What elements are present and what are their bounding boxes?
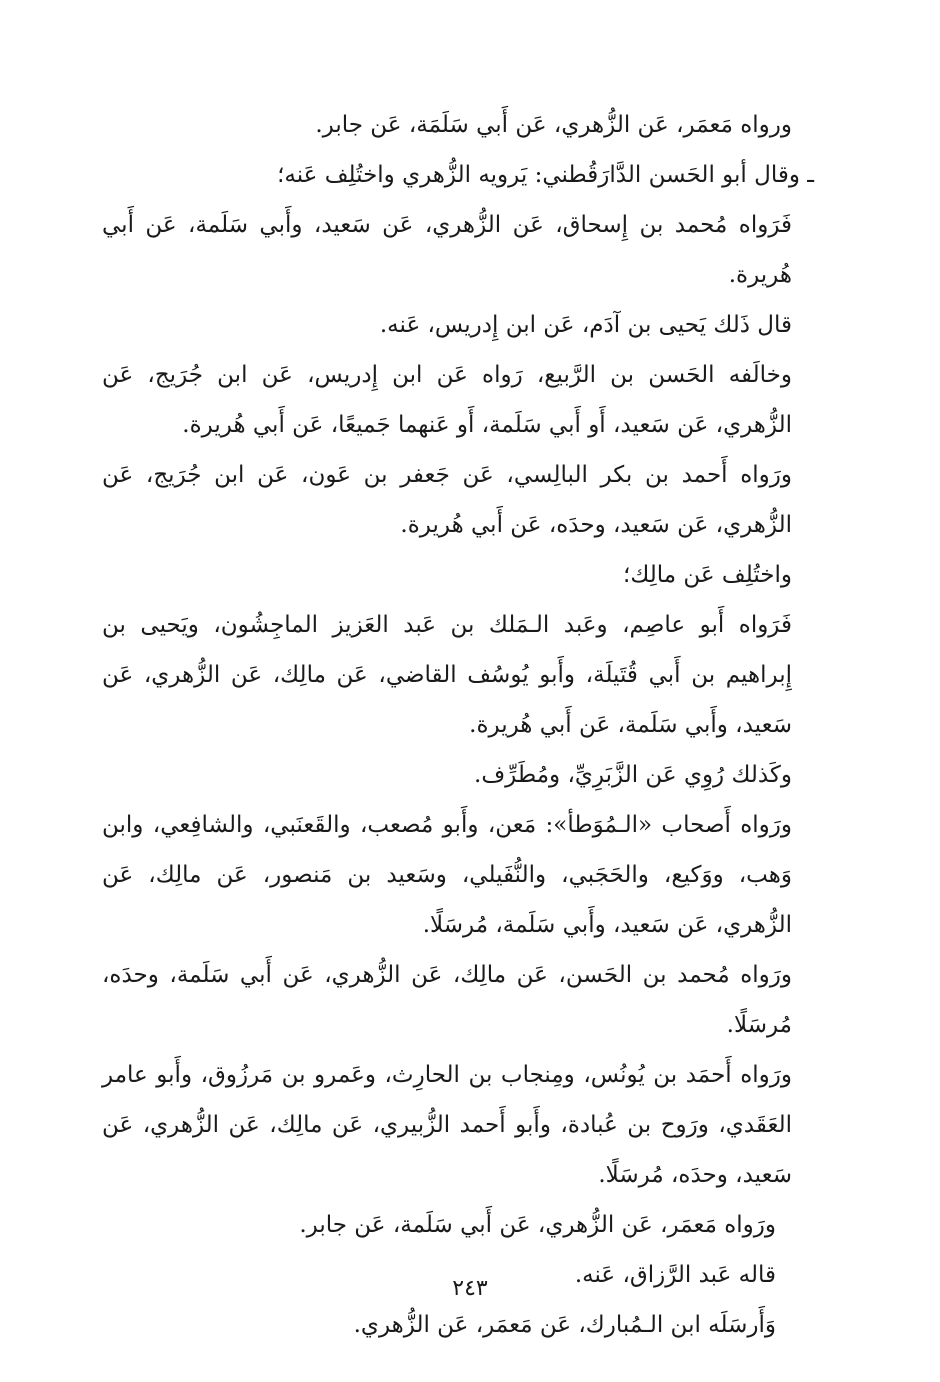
paragraph-8: فَرَواه أَبو عاصِم، وعَبد الـمَلك بن عَبد العَزيز الماجِشُون، ويَحيى بن إِبراهيم بن أَبي قُتَيلَة، وأَبو يُوسُف القاضي، عَن مالِك، عَن الزُّهري، عَن سَعيد، وأَبي سَلَمة، عَن أَبي هُريرة. xyxy=(102,612,792,738)
paragraph-15: وَأَرسَلَه ابن الـمُبارك، عَن مَعمَر، عَن الزُّهري. xyxy=(353,1312,776,1338)
page-number: ٢٤٣ xyxy=(452,1276,488,1301)
paragraph-11: ورَواه مُحمد بن الحَسن، عَن مالِك، عَن الزُّهري، عَن أَبي سَلَمة، وحدَه، مُرسَلًا. xyxy=(102,962,792,1038)
paragraph-9: وكَذلك رُوِي عَن الزَّبَرِيِّ، ومُطَرِّف. xyxy=(474,762,792,788)
paragraph-7: واختُلِف عَن مالِك؛ xyxy=(623,562,792,588)
paragraph-12: ورَواه أَحمَد بن يُونُس، ومِنجاب بن الحارِث، وعَمرو بن مَرزُوق، وأَبو عامر العَقَدي، ورَوح بن عُبادة، وأَبو أَحمد الزُّبيري، عَن مالِك، عَن الزُّهري، عَن سَعيد، وحدَه، مُرسَلًا. xyxy=(102,1062,792,1188)
paragraph-3: فَرَواه مُحمد بن إِسحاق، عَن الزُّهري، عَن سَعيد، وأَبي سَلَمة، عَن أَبي هُريرة. xyxy=(102,212,792,288)
paragraph-5: وخالَفه الحَسن بن الرَّبيع، رَواه عَن ابن إِدريس، عَن ابن جُرَيج، عَن الزُّهري، عَن سَعيد، أَو أَبي سَلَمة، أَو عَنهما جَميعًا، عَن أَبي هُريرة. xyxy=(102,362,792,438)
paragraph-13: ورَواه مَعمَر، عَن الزُّهري، عَن أَبي سَلَمة، عَن جابر. xyxy=(299,1212,776,1238)
paragraph-14: قاله عَبد الرَّزاق، عَنه. xyxy=(574,1262,776,1288)
paragraph-4: قال ذَلك يَحيى بن آدَم، عَن ابن إِدريس، عَنه. xyxy=(379,312,792,338)
paragraph-10: ورَواه أَصحاب «الـمُوَطأ»: مَعن، وأَبو مُصعب، والقَعنَبي، والشافِعي، وابن وَهب، ووَكيع، والحَجَبي، والنُّفَيلي، وسَعيد بن مَنصور، عَن مالِك، عَن الزُّهري، عَن سَعيد، وأَبي سَلَمة، مُرسَلًا. xyxy=(102,812,792,938)
paragraph-1: ورواه مَعمَر، عَن الزُّهري، عَن أَبي سَلَمَة، عَن جابر. xyxy=(315,112,792,138)
paragraph-2: ـ وقال أبو الحَسن الدَّارَقُطني: يَرويه الزُّهري واختُلِف عَنه؛ xyxy=(277,162,814,188)
document-body xyxy=(102,100,836,1350)
paragraph-6: ورَواه أَحمد بن بكر البالِسي، عَن جَعفر بن عَون، عَن ابن جُرَيج، عَن الزُّهري، عَن سَعيد، وحدَه، عَن أَبي هُريرة. xyxy=(102,462,792,538)
